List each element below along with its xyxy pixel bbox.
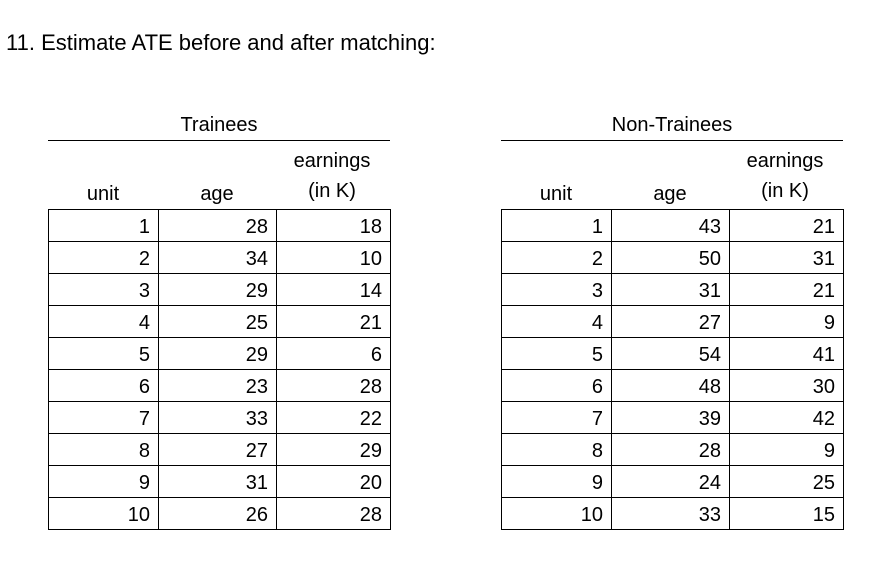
table-row — [49, 274, 391, 306]
earnings-cell: 18 — [277, 210, 391, 242]
age-cell: 28 — [612, 434, 730, 466]
trainees-header-earnings-line2: (in K) — [308, 180, 356, 202]
table-row — [502, 242, 844, 274]
age-cell: 26 — [159, 498, 277, 530]
earnings-cell: 21 — [730, 274, 844, 306]
unit-cell: 4 — [502, 306, 612, 338]
unit-cell: 4 — [49, 306, 159, 338]
earnings-cell: 28 — [277, 498, 391, 530]
table-row — [502, 210, 844, 242]
age-cell: 31 — [612, 274, 730, 306]
unit-cell: 7 — [502, 402, 612, 434]
table-row — [502, 466, 844, 498]
question-text: 11. Estimate ATE before and after matching: — [6, 30, 436, 55]
age-cell: 27 — [612, 306, 730, 338]
unit-cell: 1 — [49, 210, 159, 242]
unit-cell: 2 — [49, 242, 159, 274]
table-row — [502, 498, 844, 530]
trainees-header-unit: unit — [86, 183, 120, 205]
unit-cell: 10 — [49, 498, 159, 530]
table-row — [49, 402, 391, 434]
unit-cell: 8 — [49, 434, 159, 466]
earnings-cell: 9 — [730, 434, 844, 466]
unit-cell: 6 — [49, 370, 159, 402]
age-cell: 29 — [159, 274, 277, 306]
age-cell: 31 — [159, 466, 277, 498]
unit-cell: 5 — [49, 338, 159, 370]
table-row — [49, 306, 391, 338]
table-row — [49, 210, 391, 242]
trainees-title: Trainees — [180, 114, 258, 136]
earnings-cell: 9 — [730, 306, 844, 338]
non-trainees-table-block — [501, 110, 843, 530]
age-cell: 23 — [159, 370, 277, 402]
earnings-cell: 42 — [730, 402, 844, 434]
table-row — [49, 466, 391, 498]
non-trainees-header-earnings-line2: (in K) — [761, 180, 809, 202]
earnings-cell: 15 — [730, 498, 844, 530]
earnings-cell: 20 — [277, 466, 391, 498]
trainees-header-earnings — [276, 146, 388, 206]
table-row — [502, 402, 844, 434]
table-row — [502, 306, 844, 338]
earnings-cell: 10 — [277, 242, 391, 274]
unit-cell: 3 — [49, 274, 159, 306]
earnings-cell: 14 — [277, 274, 391, 306]
table-row — [49, 434, 391, 466]
unit-cell: 2 — [502, 242, 612, 274]
earnings-cell: 21 — [730, 210, 844, 242]
unit-cell: 3 — [502, 274, 612, 306]
age-cell: 34 — [159, 242, 277, 274]
non-trainees-title: Non-Trainees — [611, 114, 733, 136]
unit-cell: 9 — [502, 466, 612, 498]
earnings-cell: 28 — [277, 370, 391, 402]
unit-cell: 10 — [502, 498, 612, 530]
unit-cell: 1 — [502, 210, 612, 242]
age-cell: 54 — [612, 338, 730, 370]
table-row — [49, 370, 391, 402]
unit-cell: 8 — [502, 434, 612, 466]
trainees-table-body — [49, 210, 391, 530]
table-row — [49, 242, 391, 274]
earnings-cell: 30 — [730, 370, 844, 402]
age-cell: 43 — [612, 210, 730, 242]
earnings-cell: 41 — [730, 338, 844, 370]
age-cell: 39 — [612, 402, 730, 434]
earnings-cell: 6 — [277, 338, 391, 370]
earnings-cell: 31 — [730, 242, 844, 274]
table-row — [502, 338, 844, 370]
trainees-table-block — [48, 110, 390, 530]
age-cell: 24 — [612, 466, 730, 498]
table-row — [49, 338, 391, 370]
non-trainees-header — [501, 141, 843, 209]
non-trainees-table — [501, 209, 844, 530]
unit-cell: 7 — [49, 402, 159, 434]
trainees-header — [48, 141, 390, 209]
age-cell: 33 — [159, 402, 277, 434]
unit-cell: 6 — [502, 370, 612, 402]
age-cell: 27 — [159, 434, 277, 466]
table-row — [49, 498, 391, 530]
table-row — [502, 274, 844, 306]
table-row — [502, 370, 844, 402]
unit-cell: 9 — [49, 466, 159, 498]
earnings-cell: 25 — [730, 466, 844, 498]
earnings-cell: 22 — [277, 402, 391, 434]
trainees-header-earnings-line1: earnings — [293, 150, 371, 172]
trainees-header-age: age — [200, 183, 234, 205]
non-trainees-header-earnings-line1: earnings — [746, 150, 824, 172]
earnings-cell: 21 — [277, 306, 391, 338]
non-trainees-header-unit: unit — [539, 183, 573, 205]
non-trainees-table-body — [502, 210, 844, 530]
age-cell: 29 — [159, 338, 277, 370]
trainees-table — [48, 209, 391, 530]
age-cell: 25 — [159, 306, 277, 338]
non-trainees-header-earnings — [729, 146, 841, 206]
age-cell: 48 — [612, 370, 730, 402]
earnings-cell: 29 — [277, 434, 391, 466]
unit-cell: 5 — [502, 338, 612, 370]
age-cell: 33 — [612, 498, 730, 530]
non-trainees-header-age: age — [653, 183, 687, 205]
table-row — [502, 434, 844, 466]
age-cell: 50 — [612, 242, 730, 274]
age-cell: 28 — [159, 210, 277, 242]
